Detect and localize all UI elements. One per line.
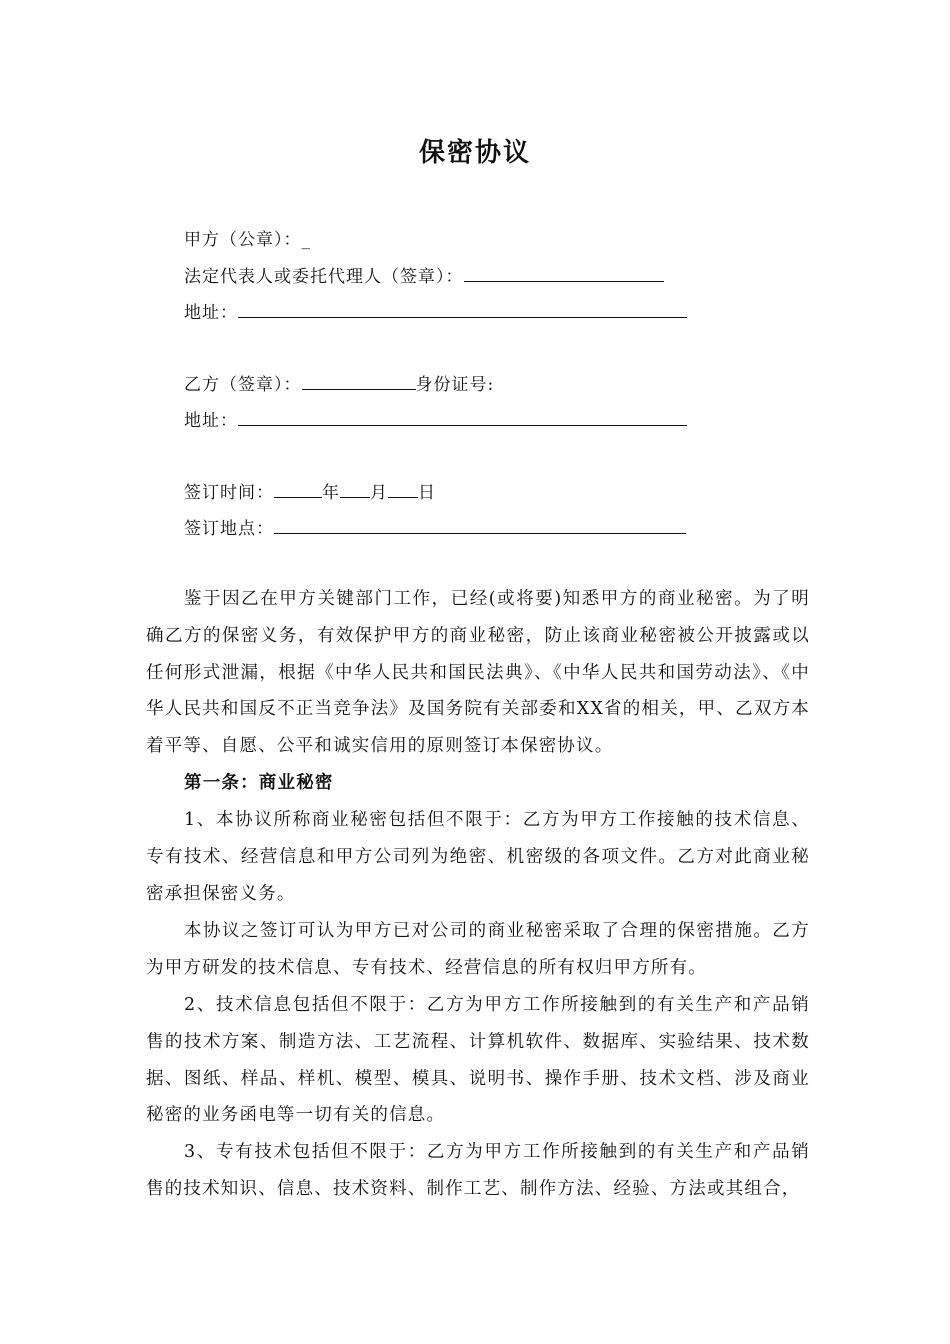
party-a-rep-label: 法定代表人或委托代理人（签章）： (184, 267, 464, 287)
article1-paragraph-3: 2、技术信息包括但不限于：乙方为甲方工作所接触到的有关生产和产品销售的技术方案、制造方法、工艺流程、计算机软件、数据库、实验结果、技术数据、图纸、样品、样机、模型、模具、说明书、操作手册、技术文档、涉及商业秘密的业务函电等一切有关的信息。 (146, 995, 810, 1126)
party-b-address-line (184, 407, 687, 433)
party-b-address-label: 地址： (184, 411, 238, 431)
signing-year-blank[interactable] (274, 479, 322, 498)
article1-paragraph-1: 1、本协议所称商业秘密包括但不限于：乙方为甲方工作接触的技术信息、专有技术、经营信息和甲方公司列为绝密、机密级的各项文件。乙方对此商业秘密承担保密义务。 (146, 810, 810, 904)
party-a-line (184, 228, 311, 252)
signing-month-blank[interactable] (340, 479, 370, 498)
signing-time-label: 签订时间： (184, 483, 274, 503)
preamble-paragraph: 鉴于因乙在甲方关键部门工作，已经(或将要)知悉甲方的商业秘密。为了明确乙方的保密义务，有效保护甲方的商业秘密，防止该商业秘密被公开披露或以任何形式泄漏，根据《中华人民共和国民法典》、《中华人民共和国劳动法》、《中华人民共和国反不正当竞争法》及国务院有关部委和XX省的相关，甲、乙双方本着平等、自愿、公平和诚实信用的原则签订本保密协议。 (146, 589, 810, 757)
party-a-address-blank[interactable] (238, 299, 687, 318)
party-a-rep-blank[interactable] (464, 263, 664, 282)
signing-time-line (184, 479, 436, 505)
party-a-rep-line (184, 263, 664, 289)
signing-place-blank[interactable] (274, 515, 686, 534)
party-b-id-label: 身份证号: (415, 375, 495, 395)
signing-place-label: 签订地点： (184, 519, 274, 539)
signing-year-label: 年 (322, 483, 340, 503)
signing-day-blank[interactable] (388, 479, 418, 498)
article1-heading: 第一条：商业秘密 (184, 773, 334, 793)
party-a-label: 甲方（公章）：_ (184, 230, 311, 250)
party-a-address-line (184, 299, 687, 325)
party-b-sign-blank[interactable] (302, 371, 416, 390)
signing-place-line (184, 515, 686, 541)
article1-paragraph-4: 3、专有技术包括但不限于：乙方为甲方工作所接触到的有关生产和产品销售的技术知识、信息、技术资料、制作工艺、制作方法、经验、方法或其组合， (146, 1142, 810, 1199)
signing-day-label: 日 (418, 483, 436, 503)
article1-paragraph-2: 本协议之签订可认为甲方已对公司的商业秘密采取了合理的保密措施。乙方为甲方研发的技术信息、专有技术、经营信息的所有权归甲方所有。 (146, 921, 810, 978)
party-b-line (184, 371, 494, 397)
document-title: 保密协议 (418, 138, 531, 168)
party-b-address-blank[interactable] (238, 407, 687, 426)
signing-month-label: 月 (370, 483, 388, 503)
party-a-address-label: 地址： (184, 303, 238, 323)
party-b-label: 乙方（签章）： (184, 375, 302, 395)
